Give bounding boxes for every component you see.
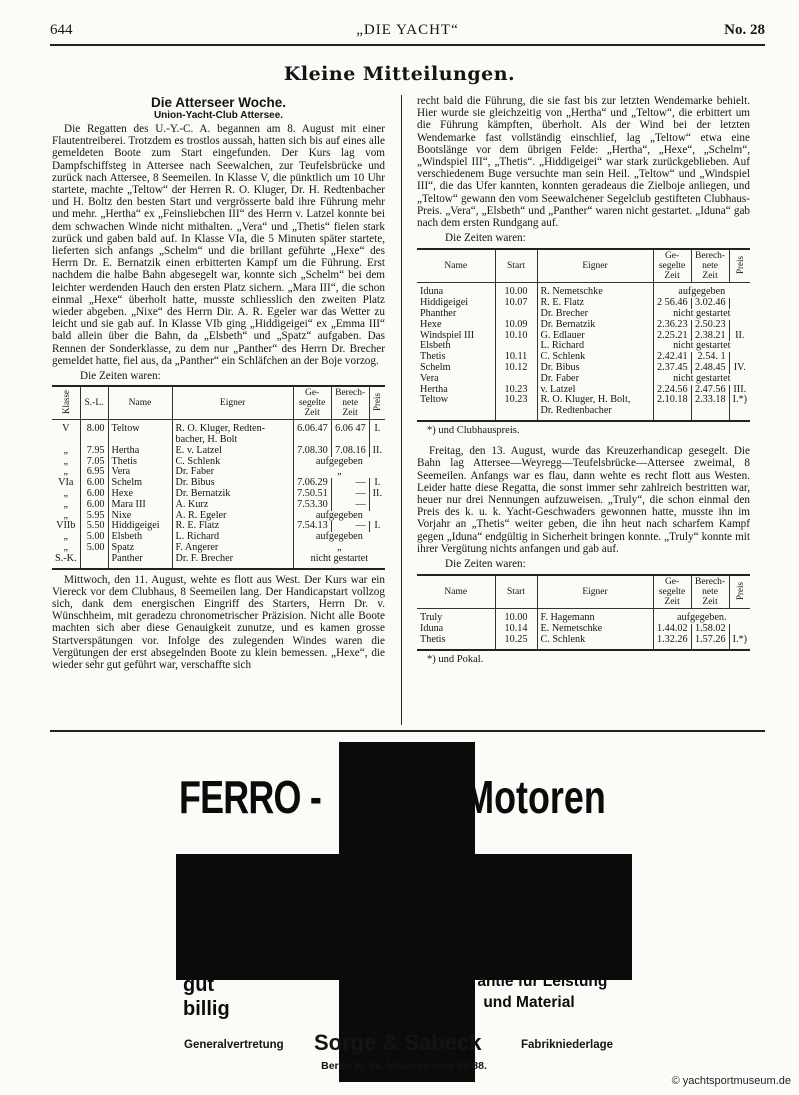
results-table-2 bbox=[417, 248, 750, 422]
ad-two-digit: 2 bbox=[419, 771, 439, 823]
table-cell: I.*) bbox=[729, 635, 750, 650]
table-cell: „ bbox=[63, 455, 69, 467]
table-cell: „ bbox=[63, 488, 69, 500]
table-cell: nicht gestartet bbox=[653, 374, 750, 385]
table-cell: 6.06 47 bbox=[331, 420, 369, 446]
table-cell: 7.50.51 bbox=[293, 489, 331, 500]
table-row bbox=[417, 374, 750, 385]
issue-number: No. 28 bbox=[724, 22, 765, 38]
ad-tact-label: Tact- bbox=[438, 793, 465, 809]
article-subtitle: Union-Yacht-Club Attersee. bbox=[153, 110, 284, 121]
table-header-row bbox=[417, 249, 750, 283]
table-header-cell: Berech- nete Zeit bbox=[691, 575, 729, 609]
table-cell: E. v. Latzel bbox=[172, 446, 293, 457]
table-row bbox=[417, 635, 750, 650]
table-cell: 5.50 bbox=[80, 521, 108, 532]
table-cell: F. Angerer bbox=[172, 543, 293, 554]
table-cell: Dr. F. Brecher bbox=[172, 554, 293, 569]
table-cell: 2.48.45 bbox=[691, 363, 729, 374]
table-cell: Hiddigeigei bbox=[108, 521, 172, 532]
table-cell: 2.24.56 bbox=[653, 385, 691, 396]
table-cell: 2.42.41 bbox=[653, 352, 691, 363]
table-cell: aufgegeben bbox=[653, 283, 750, 298]
page-header bbox=[50, 22, 765, 40]
table-cell: — bbox=[331, 500, 369, 511]
left-column bbox=[52, 95, 385, 671]
table-cell: 1.44.02 bbox=[653, 624, 691, 635]
table-cell: 10.00 bbox=[495, 609, 537, 624]
table-cell: aufgegeben bbox=[293, 532, 385, 543]
table-cell: 7.08.30 bbox=[293, 446, 331, 457]
table-cell: S.-K. bbox=[55, 552, 77, 564]
section-title: Kleine Mitteilungen. bbox=[283, 63, 516, 85]
results-table-3 bbox=[417, 574, 750, 650]
table-row bbox=[417, 320, 750, 331]
table-cell: Teltow bbox=[108, 420, 172, 446]
table-cell bbox=[369, 500, 385, 511]
table-cell: R. E. Flatz bbox=[172, 521, 293, 532]
table-cell: Truly bbox=[420, 612, 443, 624]
table-cell: Elsbeth bbox=[420, 340, 451, 352]
table-row bbox=[417, 283, 750, 298]
table-cell: I. bbox=[369, 478, 385, 489]
table-cell: A. R. Egeler bbox=[172, 511, 293, 522]
table-cell: Hertha bbox=[108, 446, 172, 457]
table-cell: Dr. Bernatzik bbox=[172, 489, 293, 500]
table-body bbox=[417, 283, 750, 421]
article-paragraph: Freitag, den 13. August, wurde das Kreuzerhandicap gesegelt. Die Bahn lag Attersee—Weyregg—Teufelsbrücke—Attersee zweimal, 8 Seemeilen. Anfangs war es flau, dann wehte es recht flott aus Westen. Leider hatte diese Regatta, die sonst immer sehr zahlreich bestritten war, heuer nur drei Nennungen aufzuweisen. „Truly“, die schon einmal den Preis des k. u. k. Yacht-Geschwaders gewonnen hatte, musste ihn im Vorjahr an „Thetis“ weiter geben, die ihn heut nach scharfem Kampf gegen „Iduna“ endgültig in Sicherheit bringen konnte. „Truly“ konnte mit ihrer Vergütung nichts anfangen und gab auf. bbox=[417, 445, 750, 555]
table-cell: 2.25.21 bbox=[653, 331, 691, 342]
table-cell: F. Hagemann bbox=[537, 609, 653, 624]
table-cell: Dr. Bernatzik bbox=[537, 320, 653, 331]
table-header-cell: Name bbox=[417, 249, 495, 283]
table-cell: 8.00 bbox=[80, 420, 108, 446]
table-cell: 6.00 bbox=[80, 489, 108, 500]
table-cell: 5.00 bbox=[80, 543, 108, 554]
table-cell: Mara III bbox=[108, 500, 172, 511]
journal-title: „DIE YACHT“ bbox=[356, 22, 459, 38]
watermark: © yachtsportmuseum.de bbox=[671, 1075, 791, 1087]
table-header-cell: Name bbox=[108, 386, 172, 420]
table-cell: „ bbox=[63, 509, 69, 521]
table-header-cell: Start bbox=[495, 249, 537, 283]
table-cell: Thetis bbox=[420, 633, 446, 645]
table-header-row bbox=[52, 386, 385, 420]
table-header-cell: Klasse bbox=[52, 386, 80, 420]
table-cell: 10.23 bbox=[495, 395, 537, 421]
table-cell: 1.57.26 bbox=[691, 635, 729, 650]
table-cell: 10.12 bbox=[495, 363, 537, 374]
table-cell: „ bbox=[63, 466, 69, 478]
table-cell: 2.36.23 bbox=[653, 320, 691, 331]
table-cell: 7.54.13 bbox=[293, 521, 331, 532]
table-cell: E. Nemetschke bbox=[537, 624, 653, 635]
table-cell: Dr. Faber bbox=[172, 467, 293, 478]
table-cell: „ bbox=[63, 542, 69, 554]
table-cell: 5.95 bbox=[80, 511, 108, 522]
table-cell: Schelm bbox=[108, 478, 172, 489]
table-cell: 1.58.02 bbox=[691, 624, 729, 635]
table-cell: 6.00 bbox=[80, 478, 108, 489]
ad-factory-outlet: Fabrikniederlage bbox=[521, 1039, 614, 1051]
table-cell: 2.50.23 bbox=[691, 320, 729, 331]
article-title: Die Atterseer Woche. bbox=[150, 95, 287, 110]
table-cell: Iduna bbox=[420, 623, 444, 635]
table-cell: I.*) bbox=[729, 395, 750, 421]
table-footnote: *) und Clubhauspreis. bbox=[427, 425, 520, 436]
ad-claim-line: Garantie für Leistung bbox=[450, 973, 608, 990]
table-cell: 2.38.21 bbox=[691, 331, 729, 342]
ad-slogan-line: einfach bbox=[183, 950, 254, 972]
advertisement bbox=[176, 742, 632, 1082]
table-cell: „ bbox=[63, 498, 69, 510]
table-header-cell: Preis bbox=[729, 249, 750, 283]
table-cell: Dr. Bibus bbox=[172, 478, 293, 489]
table-cell: Vera bbox=[108, 467, 172, 478]
table-cell: R. E. Flatz bbox=[537, 298, 653, 309]
table-cell: 2.10.18 bbox=[653, 395, 691, 421]
table-cell: aufgegeben bbox=[293, 457, 385, 468]
table-cell: A. Kurz bbox=[172, 500, 293, 511]
table-cell: 2.37.45 bbox=[653, 363, 691, 374]
table-cell: 10.25 bbox=[495, 635, 537, 650]
ad-claim-line: Verlangen Sie Kataloge bbox=[443, 952, 615, 969]
table-row bbox=[52, 554, 385, 569]
table-header-cell: Eigner bbox=[537, 249, 653, 283]
table-cell: 10.00 bbox=[495, 283, 537, 298]
section-rule bbox=[50, 730, 765, 732]
table-cell: 7.08.16 bbox=[331, 446, 369, 457]
table-cell: 10.11 bbox=[495, 352, 537, 363]
table-cell: nicht gestartet bbox=[293, 554, 385, 569]
ad-product-title bbox=[419, 772, 606, 822]
table-cell: Teltow bbox=[420, 394, 449, 406]
table-cell: Dr. Faber bbox=[537, 374, 653, 385]
table-cell: V bbox=[62, 423, 70, 435]
ad-company-name: Sorge & Sabeck bbox=[314, 1030, 482, 1055]
right-column bbox=[417, 95, 750, 666]
table-row bbox=[417, 609, 750, 624]
table-cell bbox=[495, 374, 537, 385]
table-header-row bbox=[417, 575, 750, 609]
table-cell: Panther bbox=[108, 554, 172, 569]
table-cell: Hexe bbox=[108, 489, 172, 500]
table-header-cell: Start bbox=[495, 575, 537, 609]
table-cell: Vera bbox=[420, 372, 439, 384]
table-cell: VIa bbox=[58, 477, 74, 489]
table-cell: „ bbox=[293, 467, 385, 478]
table-body bbox=[52, 420, 385, 569]
article-paragraph: Die Regatten des U.-Y.-C. A. begannen am 8. August mit einer Flautentreiberei. Trotzdem es trostlos aussah, hatten sich bis auf eines alle gemeldeten Boote zum Start eingefunden. Der Kurs lag vom Dampfschiffsteg in Attersee nach Seewalchen, zur Teufelsbrücke und zurück nach Attersee, 8 Seemeilen. In Klasse V, die pünktlich um 10 Uhr startete, machte „Teltow“ der Herren R. O. Kluger, Dr. H. Redtenbacher und H. Boltz den besten Start und vergrösserte bald ihre Führung mehr und mehr. „Hertha“ ex „Feinsliebchen III“ des Herrn v. Latzel konnte bei dem schwachen Winde nicht mithalten. „Vera“ und „Thetis“ fielen stark zurück und gaben bald auf. In Klasse VIa, die 5 Minuten später startete, lieferten sich anfangs „Schelm“ und die brillant geführte „Hexe“ des Herrn Dr. E. Bernatzik einen erbitterten Kampf um die Führung. Erst nachdem die halbe Bahn abgesegelt war, konnte sich „Schelm“ bei dem leichter werdenden Hauch den ersten Platz sichern. „Mara III“, die schon einmal „Hexe“ überholt hatte, musste schliesslich den zweiten Platz wieder abgeben. „Nixe“ des Herrn Dir. A. R. Egeler war das Wetter zu leicht und sie gab auf. In Klasse VIb ging „Hiddigeigei“ ex „Emma III“ bald allein über die Bahn, da „Elsbeth“ und „Spatz“ aufgaben. Das Rennen der Sonderklasse, zu dem nur „Panther“ des Herrn Dr. Brecher gemeldet hatte, fiel aus, da „Panther“ ein Schläfchen an der Boje vorzog. bbox=[52, 123, 385, 367]
ad-address: Berlin W. 66, Mauerstrasse 86-88. bbox=[321, 1060, 487, 1072]
times-label: Die Zeiten waren: bbox=[80, 370, 161, 383]
header-rule bbox=[50, 44, 765, 46]
table-cell: — bbox=[331, 489, 369, 500]
table-cell: L. Richard bbox=[537, 341, 653, 352]
table-cell: — bbox=[331, 478, 369, 489]
table-cell: 2.47.56 bbox=[691, 385, 729, 396]
ad-brand-name: FERRO - bbox=[179, 771, 322, 823]
table-cell: Iduna bbox=[420, 286, 444, 298]
table-cell: 10.07 bbox=[495, 298, 537, 309]
table-cell: G. Edlauer bbox=[537, 331, 653, 342]
results-table-1 bbox=[52, 385, 385, 569]
table-cell: Phanther bbox=[420, 308, 457, 320]
table-cell: 2 56.46 bbox=[653, 298, 691, 309]
table-cell: C. Schlenk bbox=[172, 457, 293, 468]
table-cell: II. bbox=[369, 446, 385, 457]
table-cell: Elsbeth bbox=[108, 532, 172, 543]
table-header-cell: Ge- segelte Zeit bbox=[653, 249, 691, 283]
article-paragraph: recht bald die Führung, die sie fast bis zur letzten Wendemarke behielt. Hier wurde sie gleichzeitig von „Hertha“ und „Teltow“, die erbittert um die Führung kämpften, überholt. Als der Wind bei der letzten Wendemarke fast vollständig einschlief, lag „Teltow“ etwa eine Bootslänge vor dem übrigen Felde: „Hertha“, „Hexe“, „Schelm“, „Windspiel III“, „Thetis“. „Hiddigeigei“ war stark zurückgeblieben. Auf verschiedenem Buge versuchte man sein Heil. „Teltow“ und „Windspiel III“, die das Ufer kannten, konnten geradeaus die Zielboje anliegen, und „Teltow“ gewann den vom Seewalchener Segelclub gestifteten Clubhaus-Preis. „Vera“, „Elsbeth“ und „Panther“ waren nicht gestartet. „Iduna“ gab nach dem ersten Rundgang auf. bbox=[417, 95, 750, 230]
table-header-cell: S.-L. bbox=[80, 386, 108, 420]
article-paragraph: Mittwoch, den 11. August, wehte es flott aus West. Der Kurs war ein Viereck vor dem Clubhaus, 8 Seemeilen lang. Der Handicapstart vollzog sich, dank dem energischen Eingriff des Starters, Herrn Dr. v. Wünschheim, mit geradezu chronometrischer Präzision. Nicht alle Boote machten sich aber diese Genauigkeit zunutze, und es kamen grosse Startverspätungen vor. Infolge des zulegenden Windes waren die Vergütungen der erst absegelnden Boote zu klein bemessen. „Hexe“, die wieder sehr gut geführt war, verschaffte sich bbox=[52, 573, 385, 672]
table-cell: 3.02.46 bbox=[691, 298, 729, 309]
times-label: Die Zeiten waren: bbox=[445, 558, 526, 571]
table-cell: L. Richard bbox=[172, 532, 293, 543]
table-cell bbox=[729, 298, 750, 309]
table-cell: „ bbox=[63, 444, 69, 456]
table-cell: 10.23 bbox=[495, 385, 537, 396]
table-cell: 2.33.18 bbox=[691, 395, 729, 421]
table-cell: „ bbox=[63, 531, 69, 543]
table-body bbox=[417, 609, 750, 650]
table-cell: 10.14 bbox=[495, 624, 537, 635]
table-cell: 7.05 bbox=[80, 457, 108, 468]
table-cell: Spatz bbox=[108, 543, 172, 554]
table-cell: II. bbox=[369, 489, 385, 500]
table-cell: Thetis bbox=[420, 351, 446, 363]
table-header-cell: Berech- nete Zeit bbox=[691, 249, 729, 283]
ad-claims bbox=[434, 950, 624, 1013]
table-header-cell: Preis bbox=[369, 386, 385, 420]
table-header-cell: Berech- nete Zeit bbox=[331, 386, 369, 420]
table-row bbox=[417, 395, 750, 421]
table-cell: aufgegeben. bbox=[653, 609, 750, 624]
table-cell: Windspiel III bbox=[420, 329, 475, 341]
table-header-cell: Name bbox=[417, 575, 495, 609]
table-cell: Dr. Bibus bbox=[537, 363, 653, 374]
table-cell bbox=[729, 320, 750, 331]
table-footnote: *) und Pokal. bbox=[427, 653, 484, 665]
table-cell: 6.95 bbox=[80, 467, 108, 478]
table-header-cell: Ge- segelte Zeit bbox=[653, 575, 691, 609]
table-cell: nicht gestartet bbox=[653, 309, 750, 320]
table-header-cell: Eigner bbox=[537, 575, 653, 609]
table-cell: Hexe bbox=[420, 318, 442, 330]
table-cell: 5.00 bbox=[80, 532, 108, 543]
table-cell: III. bbox=[729, 385, 750, 396]
table-cell: Hiddigeigei bbox=[420, 297, 469, 309]
table-cell: 2.54. 1 bbox=[691, 352, 729, 363]
table-cell: 7.53.30 bbox=[293, 500, 331, 511]
table-cell: I. bbox=[369, 521, 385, 532]
table-cell: R. Nemetschke bbox=[537, 283, 653, 298]
table-cell: I. bbox=[369, 420, 385, 446]
times-label: Die Zeiten waren: bbox=[445, 232, 526, 245]
table-cell: Nixe bbox=[108, 511, 172, 522]
table-cell: 6.06.47 bbox=[293, 420, 331, 446]
table-cell: Hertha bbox=[420, 383, 448, 395]
table-cell: Dr. Brecher bbox=[537, 309, 653, 320]
table-cell: R. O. Kluger, H. Bolt, Dr. Redtenbacher bbox=[537, 395, 653, 421]
table-cell: C. Schlenk bbox=[537, 635, 653, 650]
table-cell: Schelm bbox=[420, 362, 451, 374]
table-cell: 1.32.26 bbox=[653, 635, 691, 650]
ad-slogan bbox=[183, 949, 253, 1021]
table-header-cell: Preis bbox=[729, 575, 750, 609]
table-row bbox=[52, 420, 385, 446]
table-cell: aufgegeben bbox=[293, 511, 385, 522]
column-divider bbox=[401, 95, 402, 725]
ad-slogan-line: billig bbox=[183, 998, 230, 1020]
ad-claim-line: und Material bbox=[483, 994, 575, 1011]
table-cell: 10.09 bbox=[495, 320, 537, 331]
table-header-cell: Eigner bbox=[172, 386, 293, 420]
table-cell: C. Schlenk bbox=[537, 352, 653, 363]
table-cell: 6.00 bbox=[80, 500, 108, 511]
table-cell: 10.10 bbox=[495, 331, 537, 342]
ad-motoren-label: Motoren bbox=[464, 771, 606, 823]
table-cell: II. bbox=[729, 331, 750, 342]
table-cell: v. Latzel bbox=[537, 385, 653, 396]
table-cell: „ bbox=[293, 543, 385, 554]
table-cell: VIIb bbox=[56, 520, 76, 532]
table-cell: 7.06.29 bbox=[293, 478, 331, 489]
table-cell: 7.95 bbox=[80, 446, 108, 457]
table-cell: — bbox=[331, 521, 369, 532]
table-cell: IV. bbox=[729, 363, 750, 374]
ad-general-agency: Generalvertretung bbox=[184, 1039, 284, 1051]
table-cell bbox=[80, 554, 108, 569]
table-header-cell: Ge- segelte Zeit bbox=[293, 386, 331, 420]
table-cell: R. O. Kluger, Redten- bacher, H. Bolt bbox=[172, 420, 293, 446]
table-cell: Thetis bbox=[108, 457, 172, 468]
ad-slogan-line: gut bbox=[183, 974, 215, 996]
table-cell: nicht gestartet bbox=[653, 341, 750, 352]
page-number: 644 bbox=[50, 22, 73, 38]
